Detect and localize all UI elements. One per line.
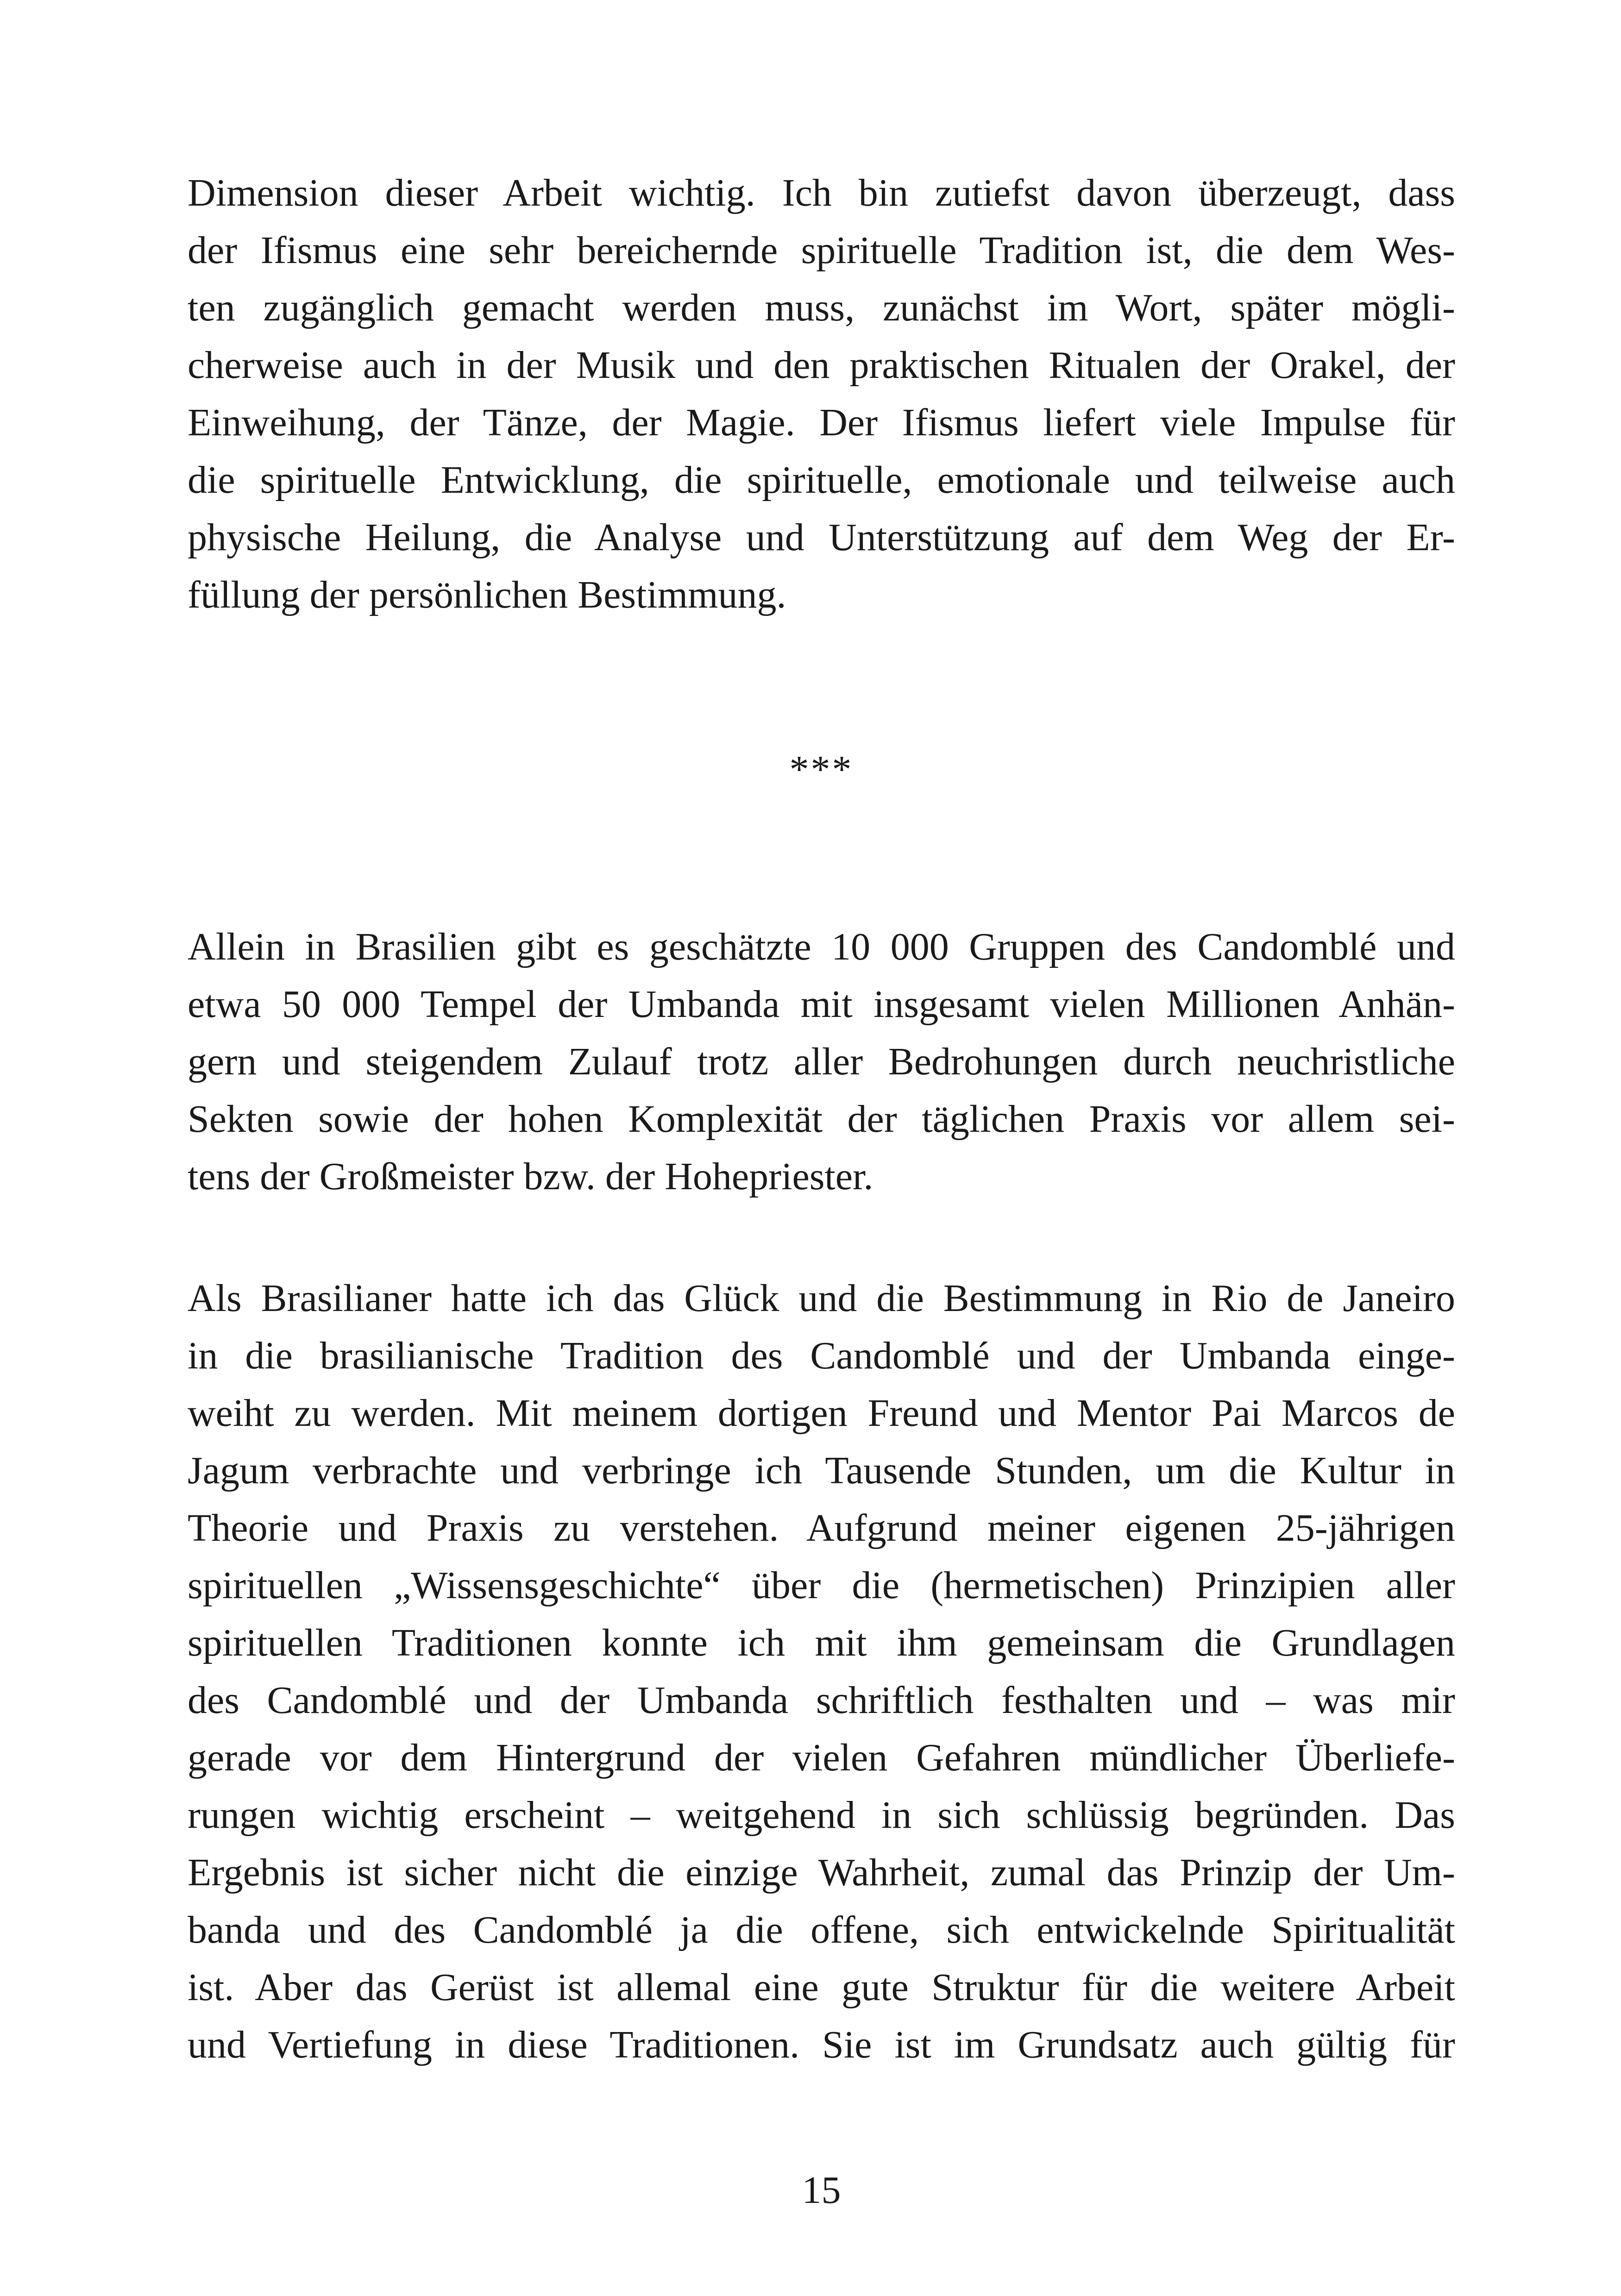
paragraph-brasilien	[188, 918, 1455, 1205]
paragraph-ifismus	[188, 164, 1455, 624]
text-line: die spirituelle Entwicklung, die spirituelle, emotionale und teilweise auch	[188, 458, 1455, 502]
text-line: Jagum verbrachte und verbringe ich Tausende Stunden, um die Kultur in	[188, 1449, 1455, 1492]
text-line: des Candomblé und der Umbanda schriftlich festhalten und – was mir	[188, 1679, 1455, 1722]
page-number: 15	[802, 2169, 841, 2212]
text-line: Als Brasilianer hatte ich das Glück und die Bestimmung in Rio de Janeiro	[188, 1277, 1455, 1320]
text-line: Theorie und Praxis zu verstehen. Aufgrund meiner eigenen 25-jährigen	[188, 1506, 1455, 1549]
text-line: spirituellen Traditionen konnte ich mit ihm gemeinsam die Grundlagen	[188, 1621, 1455, 1664]
text-line: rungen wichtig erscheint – weitgehend in sich schlüssig begründen. Das	[188, 1794, 1455, 1837]
text-line: Einweihung, der Tänze, der Magie. Der Ifismus liefert viele Impulse für	[188, 401, 1455, 444]
text-line: in die brasilianische Tradition des Candomblé und der Umbanda einge-	[188, 1334, 1455, 1377]
text-line: tens der Großmeister bzw. der Hohepriester.	[188, 1155, 873, 1198]
text-line: Allein in Brasilien gibt es geschätzte 10 000 Gruppen des Candomblé und	[188, 925, 1455, 968]
text-line: und Vertiefung in diese Traditionen. Sie ist im Grundsatz auch gültig für	[188, 2023, 1455, 2066]
text-line: Ergebnis ist sicher nicht die einzige Wahrheit, zumal das Prinzip der Um-	[188, 1851, 1455, 1894]
text-line: weiht zu werden. Mit meinem dortigen Freund und Mentor Pai Marcos de	[188, 1392, 1455, 1435]
text-line: ist. Aber das Gerüst ist allemal eine gute Struktur für die weitere Arbeit	[188, 1966, 1455, 2009]
text-line: gern und steigendem Zulauf trotz aller Bedrohungen durch neuchristliche	[188, 1040, 1455, 1083]
text-line: banda und des Candomblé ja die offene, sich entwickelnde Spiritualität	[188, 1908, 1455, 1951]
text-line: cherweise auch in der Musik und den praktischen Ritualen der Orakel, der	[188, 344, 1455, 387]
text-line: Dimension dieser Arbeit wichtig. Ich bin zutiefst davon überzeugt, dass	[188, 171, 1455, 214]
text-line: gerade vor dem Hintergrund der vielen Gefahren mündlicher Überliefe-	[188, 1736, 1455, 1779]
text-line: physische Heilung, die Analyse und Unterstützung auf dem Weg der Er-	[188, 516, 1455, 559]
text-line: etwa 50 000 Tempel der Umbanda mit insgesamt vielen Millionen Anhän-	[188, 983, 1455, 1026]
text-line: spirituellen „Wissensgeschichte“ über die (hermetischen) Prinzipien aller	[188, 1564, 1455, 1607]
section-separator: ***	[789, 748, 854, 791]
text-line: füllung der persönlichen Bestimmung.	[188, 573, 786, 616]
text-line: ten zugänglich gemacht werden muss, zunächst im Wort, später mögli-	[188, 286, 1455, 329]
text-line: der Ifismus eine sehr bereichernde spirituelle Tradition ist, die dem Wes-	[188, 229, 1455, 272]
paragraph-brasilianer	[188, 1270, 1455, 2074]
text-line: Sekten sowie der hohen Komplexität der täglichen Praxis vor allem sei-	[188, 1098, 1455, 1141]
